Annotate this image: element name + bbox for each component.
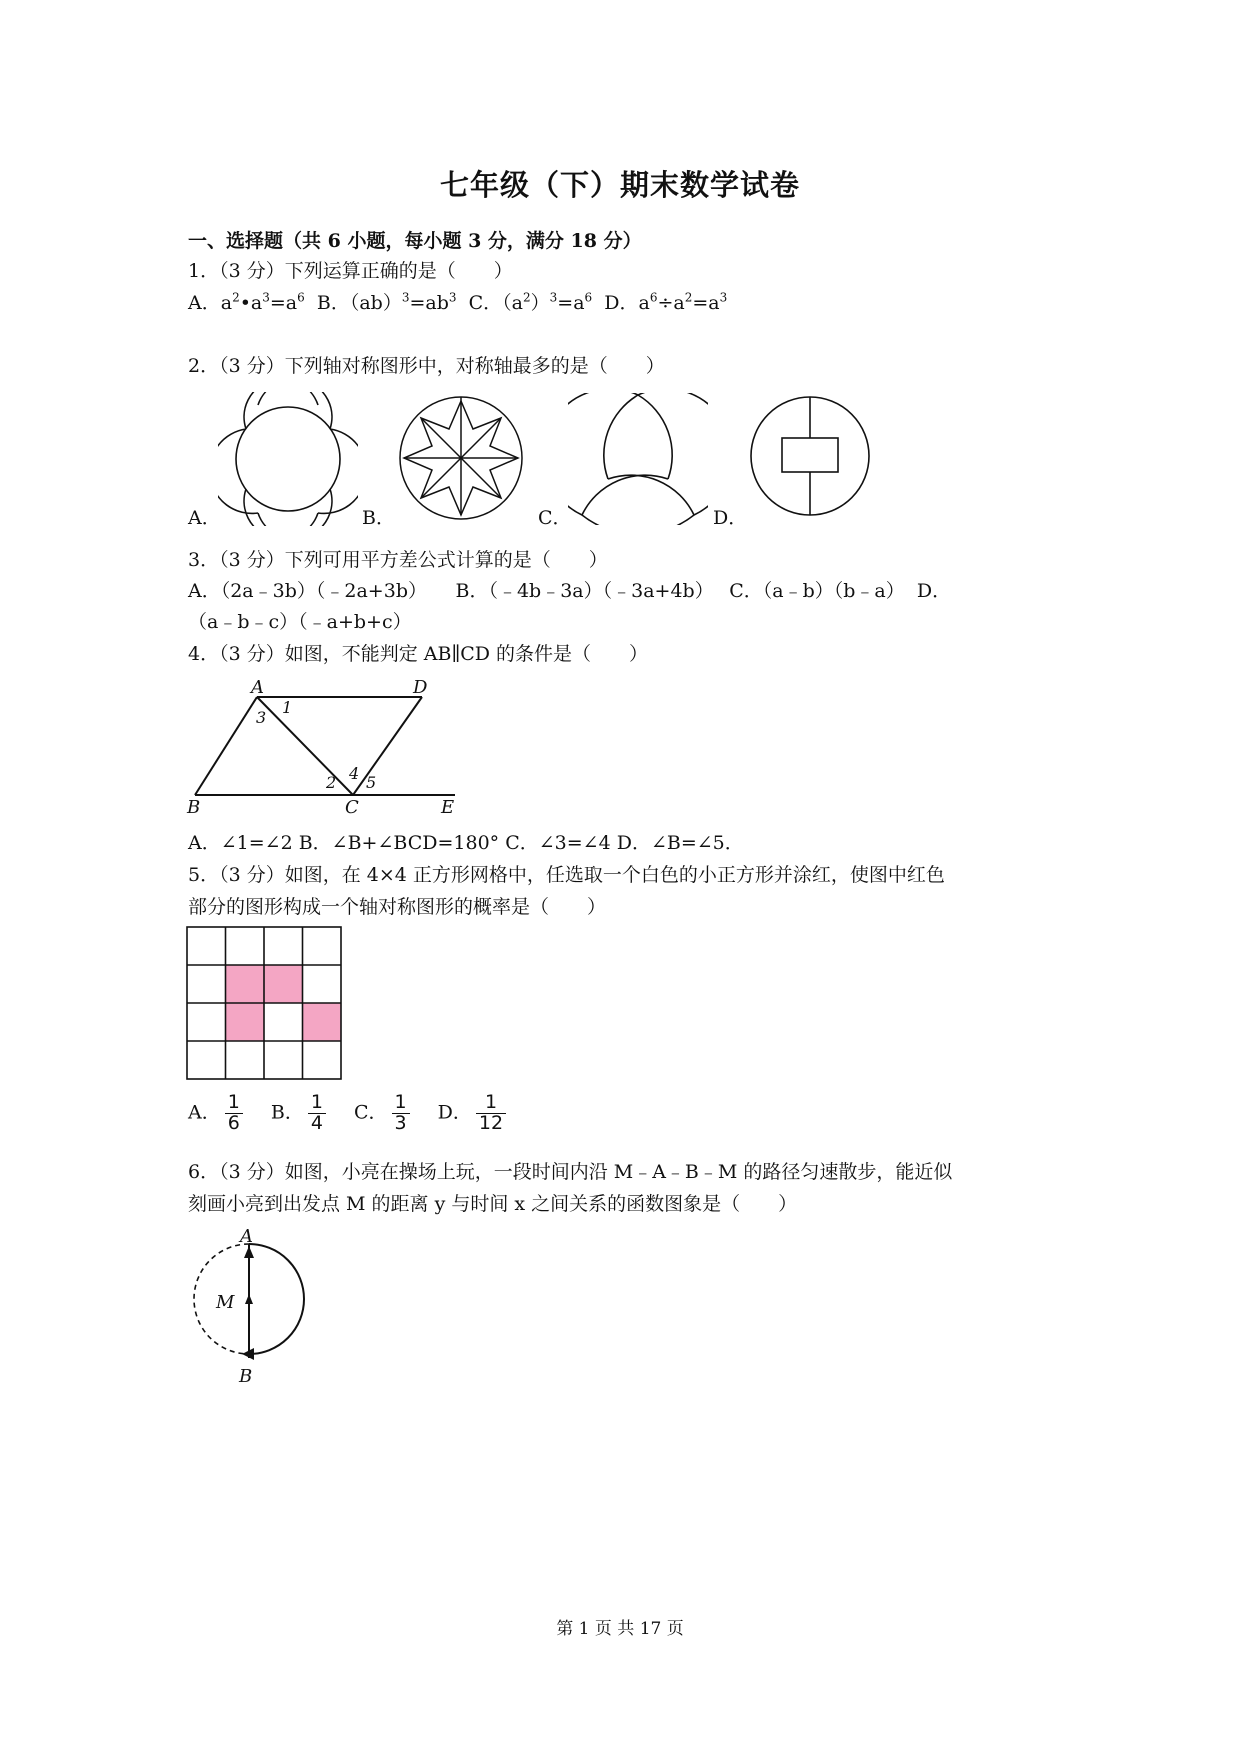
q5-opt-d-label: D． [437, 1101, 472, 1124]
q4-point-b: B [187, 797, 201, 815]
q5-opt-a-label: A． [188, 1101, 221, 1124]
q2-label-b: B． [362, 507, 395, 529]
q2-label-a: A． [188, 507, 221, 529]
arrow-up-middle [245, 1294, 253, 1304]
q5-frac-d: $\frac{1}{12}$ [476, 1093, 506, 1134]
q5-shaded-cell [303, 1003, 342, 1041]
q5-shaded-cell [226, 1003, 265, 1041]
segment-ab [195, 697, 257, 795]
q6-figure [182, 1226, 312, 1392]
q6-point-a: A [240, 1226, 253, 1247]
q1-stem: 1．（3 分）下列运算正确的是（ ） [188, 260, 513, 282]
section-heading: 一、选择题（共 6 小题，每小题 3 分，满分 18 分） [188, 230, 642, 252]
page-title: 七年级（下）期末数学试卷 [439, 168, 800, 202]
q5-stem-2: 部分的图形构成一个轴对称图形的概率是（ ） [188, 896, 607, 918]
q4-figure [185, 675, 465, 815]
q6-stem-1: 6．（3 分）如图，小亮在操场上玩，一段时间内沿 M﹣A﹣B﹣M 的路径匀速散步，能近似 [188, 1161, 953, 1183]
q5-stem-1: 5．（3 分）如图，在 4×4 正方形网格中，任选取一个白色的小正方形并涂红，使图中红色 [188, 864, 945, 886]
q5-shaded-cell [264, 965, 303, 1003]
q6-point-m: M [216, 1292, 235, 1313]
q4-angle-2: 2 [326, 773, 337, 792]
segment-cd [353, 697, 422, 795]
q3-options-line1: A．（2a﹣3b）（﹣2a+3b） B．（﹣4b﹣3a）（﹣3a+4b） C．（a﹣b）（b﹣a） D． [188, 580, 952, 602]
q5-frac-c: $\frac{1}{3}$ [392, 1093, 410, 1134]
q5-shaded-cell [226, 965, 265, 1003]
q4-stem: 4．（3 分）如图，不能判定 AB∥CD 的条件是（ ） [188, 643, 649, 665]
q5-opt-c-label: C． [353, 1101, 388, 1124]
q4-angle-4: 4 [349, 764, 360, 783]
semicircle-right [249, 1244, 304, 1354]
q4-point-e: E [441, 797, 455, 815]
q5-opt-b-label: B． [270, 1101, 304, 1124]
q5-grid [186, 926, 344, 1082]
q5-options [188, 1093, 510, 1134]
q4-point-d: D [413, 677, 428, 698]
arrow-up-top [244, 1246, 254, 1258]
page-footer: 第 1 页 共 17 页 [556, 1619, 684, 1639]
q2-figure-d [748, 392, 872, 520]
q4-angle-3: 3 [256, 708, 267, 727]
q2-label-c: C． [538, 507, 572, 529]
q6-point-b: B [239, 1366, 253, 1387]
q2-stem: 2．（3 分）下列轴对称图形中，对称轴最多的是（ ） [188, 355, 665, 377]
q2-figure-c [568, 393, 708, 525]
q2-figure-a [218, 392, 358, 526]
q2-figure-b [396, 393, 526, 523]
q6-stem-2: 刻画小亮到出发点 M 的距离 y 与时间 x 之间关系的函数图象是（ ） [188, 1193, 798, 1215]
q2-label-d: D． [713, 507, 748, 529]
q5-frac-a: $\frac{1}{6}$ [225, 1093, 243, 1134]
q3-stem: 3．（3 分）下列可用平方差公式计算的是（ ） [188, 549, 608, 571]
q5-frac-b: $\frac{1}{4}$ [308, 1093, 326, 1134]
q4-angle-1: 1 [282, 698, 293, 717]
q4-angle-5: 5 [366, 773, 377, 792]
q4-point-c: C [345, 797, 359, 815]
q4-point-a: A [251, 677, 264, 698]
q1-options: A．$a^2•a^3=a^6$ B．$(ab)^3=ab^3$ C．$(a^2)^3=a^6$ D．$a^6\div a^2=a^3$ [188, 290, 728, 314]
q3-options-line2: （a﹣b﹣c）（﹣a+b+c） [188, 611, 412, 633]
q4-options: A．∠1=∠2 B．∠B+∠BCD=180° C．∠3=∠4 D．∠B=∠5． [188, 832, 744, 854]
segment-ac [257, 697, 353, 795]
